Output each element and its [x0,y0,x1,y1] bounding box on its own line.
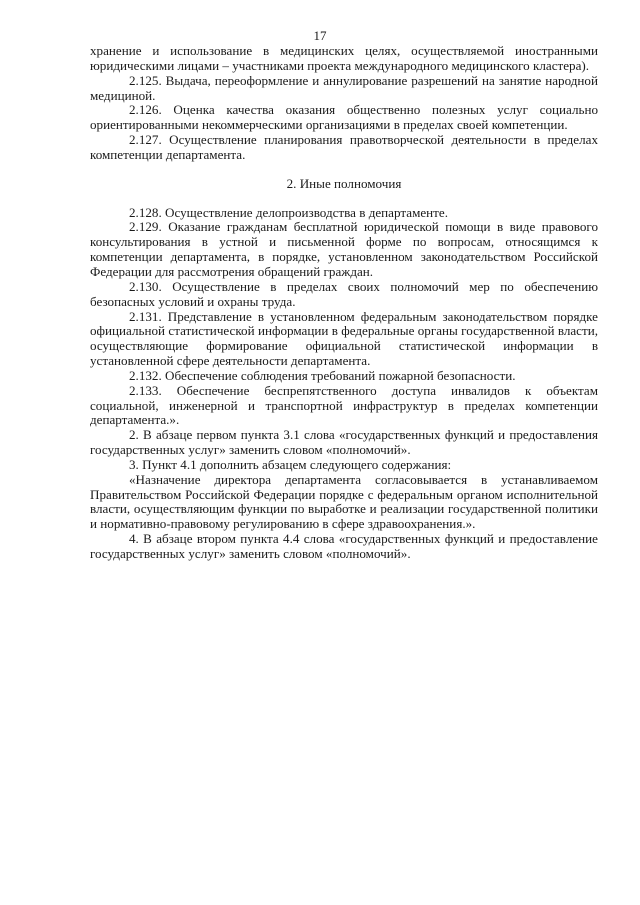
paragraph: 2.128. Осуществление делопроизводства в департаменте. [129,204,448,220]
paragraph: «Назначение директора департамента согласовывается в устанавливаемом Правительством Российской Федерации порядке с федеральным органом исполнительной власти, осуществляющим функции по выработке и реализации государственной политики и нормативно-правовому регулированию в сфере здравоохранения.». [90,471,598,532]
paragraph: 2.125. Выдача, переоформление и аннулирование разрешений на занятие народной медициной. [90,72,598,103]
paragraph: 4. В абзаце втором пункта 4.4 слова «государственных функций и предоставление государственных услуг» заменить словом «полномочий». [90,531,598,561]
paragraph: хранение и использование в медицинских целях, осуществляемой иностранными юридическими лицами – участниками проекта международного медицинского кластера). [90,43,598,73]
page-number: 17 [313,28,327,43]
section-heading: 2. Иные полномочия [286,175,402,191]
paragraph: 2.130. Осуществление в пределах своих полномочий мер по обеспечению безопасных условий и охраны труда. [90,278,598,309]
paragraph: 2.131. Представление в установленном федеральным законодательством порядке официальной статистической информации в федеральные органы государственной власти, осуществляющие формирование официальной статистической информации в установленной сфере деятельности департамента. [90,308,598,369]
paragraph: 2.126. Оценка качества оказания общественно полезных услуг социально ориентированными некоммерческими организациями в пределах своей компетенции. [90,102,598,133]
paragraph: 2. В абзаце первом пункта 3.1 слова «государственных функций и предоставления государственных услуг» заменить словом «полномочий». [90,427,598,458]
paragraph: 2.133. Обеспечение беспрепятственного доступа инвалидов к объектам социальной, инженерной и транспортной инфраструктур в пределах компетенции департамента.». [90,382,598,428]
paragraph: 2.129. Оказание гражданам бесплатной юридической помощи в виде правового консультирования в устной и письменной форме по вопросам, относящимся к компетенции департамента, в порядке, установленном законодательством Российской Федерации для рассмотрения обращений граждан. [90,219,598,279]
paragraph: 2.127. Осуществление планирования правотворческой деятельности в пределах компетенции департамента. [90,132,598,162]
paragraph: 3. Пункт 4.1 дополнить абзацем следующего содержания: [129,456,452,472]
paragraph: 2.132. Обеспечение соблюдения требований пожарной безопасности. [129,367,516,383]
document-body [90,44,598,562]
